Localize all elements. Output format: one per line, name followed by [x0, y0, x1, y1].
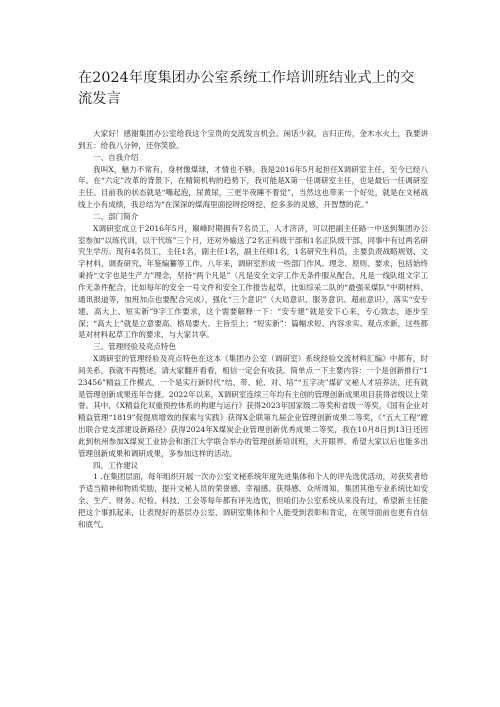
suggestion-paragraph: 1 .在集团层面，每年组织开展一次办公室文秘系统年度先进集体和个人的评先选优活动，对获奖者给予适当精神和物质奖励，提升文秘人员的荣誉感、幸福感、获得感。众所周知，集团其他专业系统比如安全、生产、财务、纪检、科技、工会等每年都有评先选优，但咱们办公室系统从来没有过，希望新主任能把这个事抓起来，让表现好的基层办公室、调研室集体和个人能受到表彰和肯定，在领导面前也更有自信和底气。: [78, 472, 428, 529]
department-paragraph: X调研室成立于2016年5月，巅峰时期拥有7名员工，人才济济，可以把副主任路一中送到集团办公室参加“以练代训，以干代练”三个月，还对外输送了2名正科级干部和1名正队级干部，同事中有过两名研究生学历。现有4名员工，主任1名，副主任1名，副主任师1名，1名研究生科员，主要负责战略规划、文字材料、调查研究、年鉴编纂等工作。八年来，调研室形成一些部门作风、理念、原则、要求，包括始终秉持“文字也是生产力”理念，坚持“两个凡是”（凡是安全文字工作无条件服从配合、凡是一线队组文字工作无条件配合，比如每年的安全一号文件和安全工作报告起草，比如综采二队的“最强采煤队”中期材料、通讯报道等，加班加点也要配合完成），强化“三个意识”（大局意识、服务意识、超前意识），落实“安专建、高大上、短实新”9字工作要求，这个需要解释一下：“安专建”就是安下心来，专心致志，逐步至深；“高大上”就是立意要高、格局要大、主旨至上；“短实新”：篇幅求短、内容求实、观点求新，这些都是对材料起草工作的要求，与大家共享。: [78, 223, 428, 340]
document-title: 在2024年度集团办公室系统工作培训班结业式上的交流发言: [78, 70, 415, 107]
section-heading-self-intro: 一、自我介绍: [93, 152, 139, 162]
experience-paragraph: X调研室的管理经验及亮点特色在这本《集团办公室（调研室）系统经验交流材料汇编》中都有，时间关系，我就不再赘述，请大家翻开看看，相信一定会有收获。简单点一下主要内容：一个是创新推行“123456”精益工作模式，一个是实行新时代“结、带、轮、对、培”“五字决”煤矿文秘人才培养法，还有就是管理创新成果连年告捷。2022年以来，X调研室连续三年均有主创的管理创新成果项目获得省级以上荣誉。其中，《X精益化双重预控体系的构建与运行》获得2023年国家级二等奖和省级一等奖，《国有企业对精益管理“1819”促提质增效的探索与实践》获得X企联第九届企业管理创新成果二等奖，《“五大工程”蹚出联合党支部建设新路径》获得2024年X煤炭企业管理创新优秀成果二等奖，我在10月8日到13日还因此到杭州参加X煤炭工业协会和浙江大学联合举办的管理创新培训班，大开眼界。希望大家以后也能多出管理创新成果和调研成果，多参加这样的活动。: [78, 354, 428, 458]
self-intro-paragraph: 我叫X，魅力不常有，身材像煤球，才情也不够。我是2016年5月起担任X调研室主任，至今已经八年。在“六定”改革的背景下，在精简机构的趋势下，我可能是X第一任调研室主任，也是最后一任调研室主任。目前我的状态就是“嘴起泡，尿黄尿，三更半夜睡不着觉”，当然这也带来一个好处，就是在文秘战线上小有成绩，我总结为“在深深的煤海里面挖呀挖呀挖，挖多多的灵感，开智慧的花。”: [78, 164, 428, 210]
document-page: [78, 68, 428, 531]
section-heading-suggestions: 四、工作建议: [93, 460, 139, 470]
section-heading-department: 二、部门简介: [93, 211, 139, 221]
section-heading-experience: 三、管理经验及亮点特色: [93, 342, 177, 352]
intro-paragraph: 大家好！感谢集团办公室给我这个宝贵的交流发言机会。闲话少叙，言归正传，金木水火土，我要讲到五：给我八分钟，还你笑脸。: [78, 129, 428, 150]
